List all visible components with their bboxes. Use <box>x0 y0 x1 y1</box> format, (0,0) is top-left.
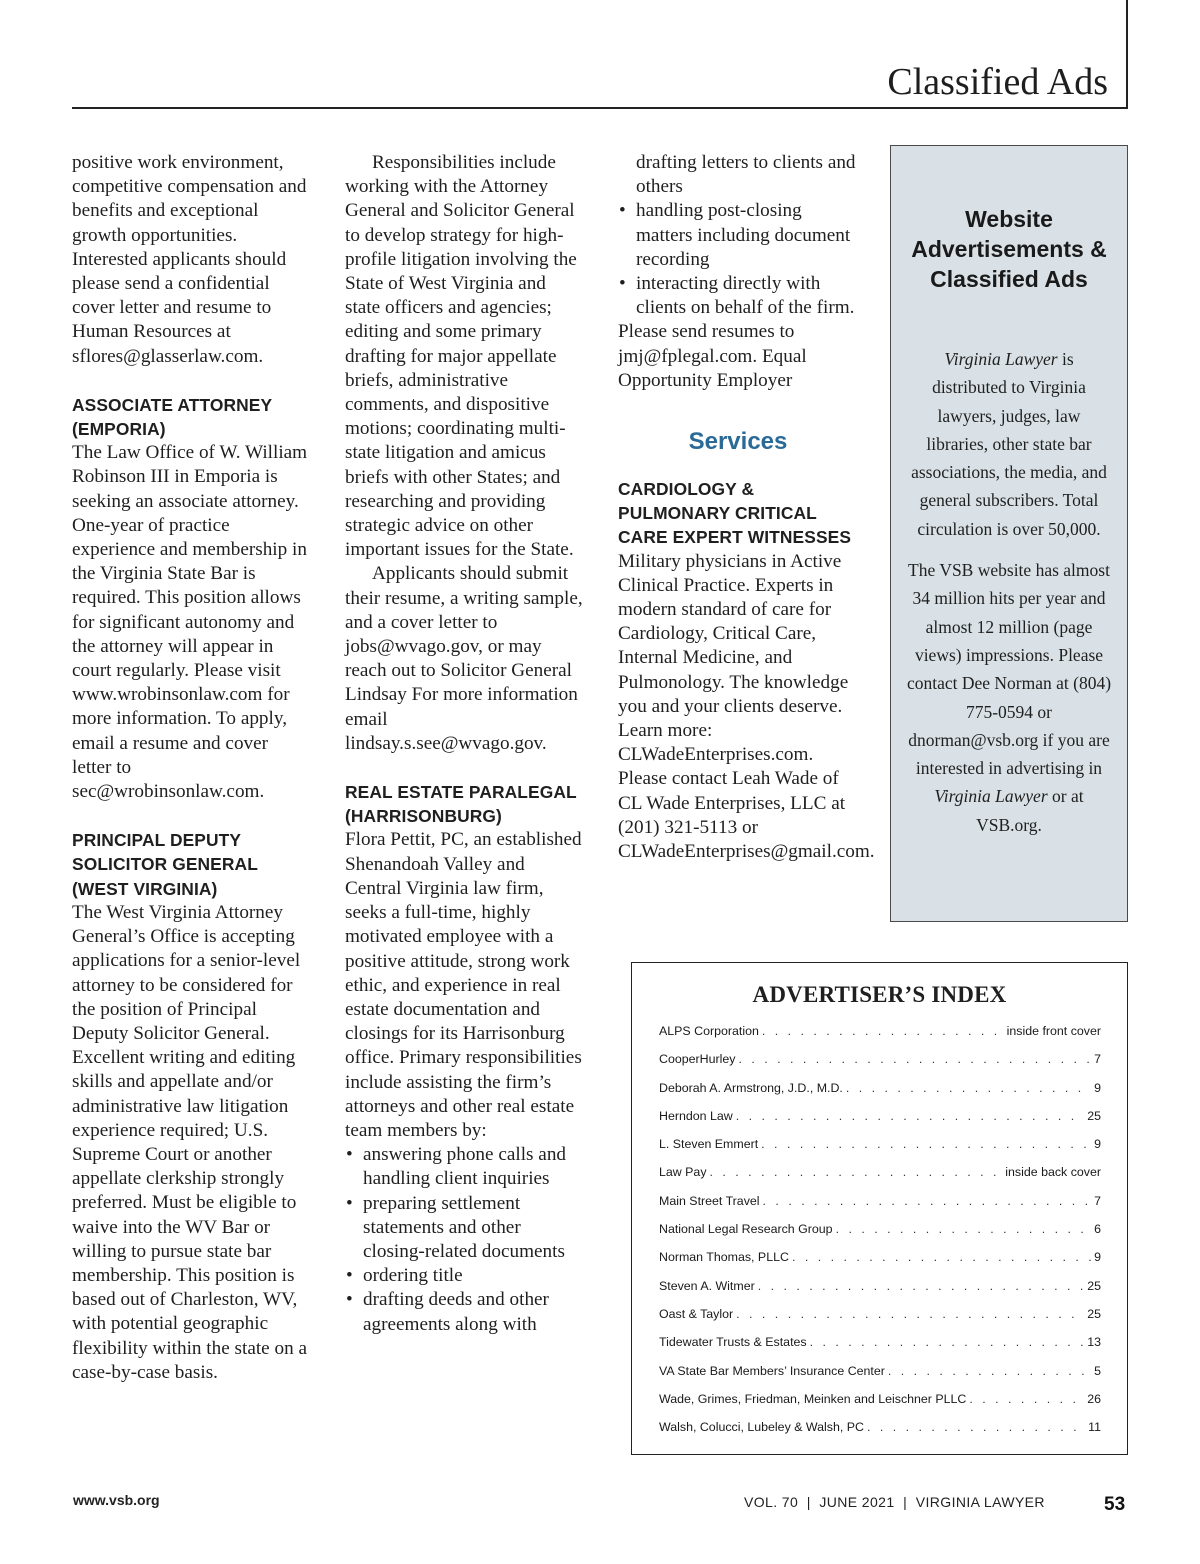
paralegal-duties-list <box>345 1143 585 1337</box>
index-row <box>659 1215 1101 1243</box>
paralegal-closing-text: Please send resumes to jmj@fplegal.com. Equal Opportunity Employer <box>618 321 807 391</box>
dot-leader <box>969 1385 1084 1413</box>
advertiser-page: 13 <box>1087 1335 1101 1350</box>
publication-name: Virginia Lawyer <box>944 349 1058 369</box>
services-heading: Services <box>688 428 788 456</box>
advertiser-page: 26 <box>1087 1391 1101 1406</box>
ad-body-real-estate-paralegal: Flora Pettit, PC, an established Shenandoah Valley and Central Virginia law firm, seeks a full-time, highly motivated employee with a positive attitude, strong work ethic, and experience in real estate documentation and closings for its Harrisonburg office. Primary responsibilities include assisting the firm’s attorneys and other real estate team members by: <box>345 829 582 1141</box>
publication-name: Virginia Lawyer <box>934 786 1048 807</box>
index-row <box>659 1328 1101 1356</box>
advertiser-page: inside front cover <box>1006 1024 1101 1038</box>
advertiser-page: 9 <box>1094 1137 1101 1152</box>
advertisers-index <box>631 962 1128 1455</box>
ad-body-principal-deputy: The West Virginia Attorney General’s Office is accepting applications for a senior-level attorney to be considered for the position of Principal Deputy Solicitor General. Excellent writing and editing skills and appellate and/or administrative law litigation experience required; U.S. Supreme Court or another appellate clerkship strongly preferred. Must be eligible to waive into the WV Bar or willing to pursue state bar membership. This position is based out of Charleston, WV, with potential geographic flexibility within the state on a case-by-case basis. <box>72 901 308 1383</box>
dot-leader <box>836 1215 1092 1243</box>
advertiser-name: CooperHurley <box>659 1052 736 1067</box>
advertiser-name: Main Street Travel <box>659 1193 760 1208</box>
advertiser-page: 11 <box>1088 1420 1101 1435</box>
ad-body-associate-attorney: The Law Office of W. William Robinson III in Emporia is seeking an associate attorney. One-year of practice experience and membership in the Virginia State Bar is required. This position allows for significant autonomy and the attorney will appear in court regularly. Please visit www.wrobinsonlaw.com for more information. To apply, email a resume and cover letter to sec@wrobinsonlaw.com. <box>72 442 308 803</box>
column-2 <box>345 151 585 1337</box>
advertiser-name: Law Pay <box>659 1165 707 1180</box>
advertiser-name: L. Steven Emmert <box>659 1137 759 1152</box>
footer-issue-info: VOL. 70 | JUNE 2021 | VIRGINIA LAWYER <box>744 1494 1045 1510</box>
dot-leader <box>736 1102 1085 1130</box>
list-item-continued: drafting letters to clients and others <box>636 152 856 198</box>
advertiser-page: 25 <box>1087 1306 1101 1321</box>
advertiser-page: 9 <box>1094 1250 1101 1265</box>
application-text: Applicants should submit their resume, a writing sample, and a cover letter to jobs@wvago.gov, or may reach out to Solicitor General Lindsay For more information email lindsay.s.see@wvago.gov. <box>345 563 583 754</box>
ad-heading-real-estate-paralegal: REAL ESTATE PARALEGAL (HARRISONBURG) <box>345 782 577 827</box>
dot-leader <box>792 1243 1091 1271</box>
index-row <box>659 1158 1101 1186</box>
advertiser-name: Herndon Law <box>659 1108 733 1123</box>
dot-leader <box>761 1130 1091 1158</box>
advertiser-page: 7 <box>1094 1052 1101 1067</box>
dot-leader <box>710 1158 1003 1186</box>
dot-leader <box>763 1187 1092 1215</box>
paralegal-duties-list-continued <box>618 199 858 320</box>
advertiser-name: Oast & Taylor <box>659 1306 734 1321</box>
index-row <box>659 1017 1101 1045</box>
index-row <box>659 1413 1101 1441</box>
index-row <box>659 1102 1101 1130</box>
website-text-end: or at VSB.org. <box>976 786 1084 835</box>
advertiser-name: Steven A. Witmer <box>659 1278 755 1293</box>
list-item: • answering phone calls and handling client inquiries <box>345 1143 585 1191</box>
info-box-circulation-text <box>891 345 1127 543</box>
advertiser-page: 25 <box>1087 1108 1101 1123</box>
ad-heading-principal-deputy: PRINCIPAL DEPUTY SOLICITOR GENERAL (WEST VIRGINIA) <box>72 830 258 899</box>
circulation-text: is distributed to Virginia lawyers, judges, law libraries, other state bar associations, the media, and general subscribers. Total circulation is over 50,000. <box>911 349 1107 539</box>
advertiser-page: 7 <box>1094 1193 1101 1208</box>
index-row <box>659 1074 1101 1102</box>
advertisers-index-list <box>632 1017 1127 1441</box>
info-box-website-text <box>891 556 1127 839</box>
advertiser-name: Norman Thomas, PLLC <box>659 1250 789 1265</box>
dot-leader <box>762 1017 1004 1045</box>
dot-leader <box>888 1357 1091 1385</box>
advertiser-name: Deborah A. Armstrong, J.D., M.D. <box>659 1080 843 1095</box>
dot-leader <box>810 1328 1085 1356</box>
section-title: Classified Ads <box>887 61 1108 103</box>
ad-heading-associate-attorney: ASSOCIATE ATTORNEY (EMPORIA) <box>72 394 272 440</box>
dot-leader <box>736 1300 1084 1328</box>
advertiser-name: Tidewater Trusts & Estates <box>659 1335 807 1350</box>
list-item: • ordering title <box>345 1264 585 1288</box>
advertisers-index-title: ADVERTISER’S INDEX <box>752 982 1007 1007</box>
index-row <box>659 1272 1101 1300</box>
index-row <box>659 1357 1101 1385</box>
ad-heading-cardiology: CARDIOLOGY & PULMONARY CRITICAL CARE EXPERT WITNESSES <box>618 479 852 548</box>
advertiser-name: Walsh, Colucci, Lubeley & Walsh, PC <box>659 1420 864 1435</box>
list-item: • preparing settlement statements and other closing-related documents <box>345 1192 585 1265</box>
index-row <box>659 1243 1101 1271</box>
index-row <box>659 1300 1101 1328</box>
website-ads-info-box <box>890 145 1128 922</box>
advertiser-name: VA State Bar Members’ Insurance Center <box>659 1363 885 1378</box>
advertiser-page: inside back cover <box>1005 1165 1101 1180</box>
ad-body-cardiology: Military physicians in Active Clinical Practice. Experts in modern standard of care for Cardiology, Critical Care, Internal Medicine, and Pulmonology. The knowledge you and your clients deserve. Learn more: CLWadeEnterprises.com. Please contact Leah Wade of CL Wade Enterprises, LLC at (201) 321-5113 or CLWadeEnterprises@gmail.com. <box>618 550 875 863</box>
index-row <box>659 1187 1101 1215</box>
info-box-title: Website Advertisements & Classified Ads <box>911 206 1107 292</box>
column-3 <box>618 151 875 864</box>
list-item: • handling post-closing matters including document recording <box>618 199 858 272</box>
header-horizontal-rule <box>72 107 1128 109</box>
intro-text: positive work environment, competitive compensation and benefits and exceptional growth opportunities. Interested applicants should please send a confidential cover letter and resume to Human Resources at sflores@glasserlaw.com. <box>72 152 307 367</box>
index-row <box>659 1130 1101 1158</box>
responsibilities-text: Responsibilities include working with the Attorney General and Solicitor General to develop strategy for high-profile litigation involving the State of West Virginia and state officers and agencies; editing and some primary drafting for major appellate briefs, administrative comments, and dispositive motions; coordinating multi-state litigation and amicus briefs with other States; and researching and providing strategic advice on other important issues for the State. <box>345 152 577 561</box>
advertiser-page: 5 <box>1094 1363 1101 1378</box>
dot-leader <box>758 1272 1084 1300</box>
advertiser-page: 25 <box>1087 1278 1101 1293</box>
column-1 <box>72 151 310 1385</box>
footer-website: www.vsb.org <box>73 1492 160 1508</box>
list-item: • drafting deeds and other agreements along with <box>345 1288 585 1336</box>
advertiser-page: 9 <box>1094 1080 1101 1095</box>
advertiser-name: Wade, Grimes, Friedman, Meinken and Leischner PLLC <box>659 1391 967 1406</box>
footer-page-number: 53 <box>1104 1494 1126 1515</box>
advertiser-name: ALPS Corporation <box>659 1024 759 1038</box>
advertiser-name: National Legal Research Group <box>659 1222 833 1237</box>
website-text: The VSB website has almost 34 million hits per year and almost 12 million (page views) impressions. Please contact Dee Norman at (804) 775-0594 or dnorman@vsb.org if you are interested in advertising in <box>906 560 1112 779</box>
index-row <box>659 1385 1101 1413</box>
list-item: • interacting directly with clients on behalf of the firm. <box>618 272 858 320</box>
index-row <box>659 1045 1101 1073</box>
header-vertical-rule <box>1126 0 1128 108</box>
dot-leader <box>846 1074 1091 1102</box>
advertiser-page: 6 <box>1094 1222 1101 1237</box>
dot-leader <box>867 1413 1085 1441</box>
dot-leader <box>738 1045 1091 1073</box>
